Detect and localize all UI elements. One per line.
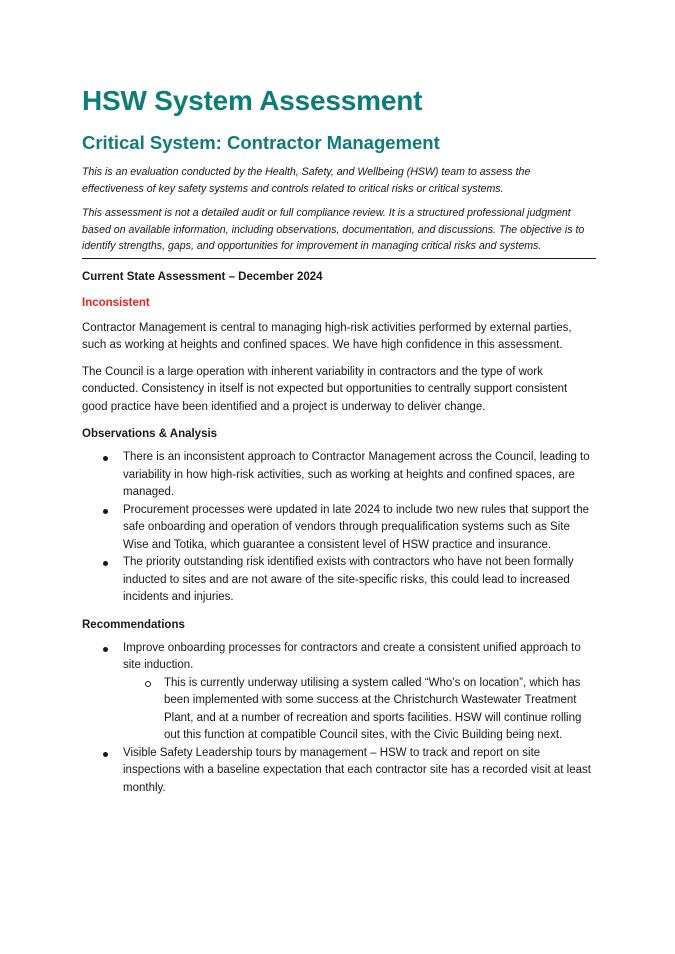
page-title: HSW System Assessment [82, 85, 423, 116]
section-divider [82, 258, 596, 259]
list-item [82, 745, 594, 798]
bullet-icon [103, 509, 108, 514]
sub-list-item-text: This is currently underway utilising a system called “Who’s on location”, which has been implemented with some success at the Christchurch Wastewater Treatment Plant, and at a number of recreation and sports facilities. HSW will continue rolling out this function at compatible Council sites, with the Civic Building being next. [164, 676, 582, 741]
assessment-heading: Current State Assessment – December 2024 [82, 270, 323, 283]
assessment-paragraph: The Council is a large operation with inherent variability in contractors and the type of work conducted. Consistency in itself is not expected but opportunities to centrally support consistent good practice have been identified and a project is underway to deliver change. [82, 365, 568, 413]
hollow-bullet-icon [145, 681, 151, 687]
page-subtitle: Critical System: Contractor Management [82, 132, 440, 153]
list-item-text: There is an inconsistent approach to Contractor Management across the Council, leading to variability in how high-risk activities, such as working at heights and confined spaces, are managed. [123, 451, 590, 498]
list-item-text: The priority outstanding risk identified exists with contractors who have not been formally inducted to sites and are not aware of the site-specific risks, this could lead to increased incidents and injuries. [123, 556, 574, 603]
list-item-text: Procurement processes were updated in late 2024 to include two new rules that support the safe onboarding and operation of vendors through prequalification systems such as Site Wise and Totika, which guarantee a consistent level of HSW practice and insurance. [123, 503, 590, 551]
list-item-text: Visible Safety Leadership tours by management – HSW to track and report on site inspections with a baseline expectation that each contractor site has a recorded visit at least monthly. [123, 746, 591, 794]
document-page [82, 84, 594, 797]
assessment-paragraph: Contractor Management is central to managing high-risk activities performed by external parties, such as working at heights and confined spaces. We have high confidence in this assessment. [82, 321, 572, 351]
observations-heading: Observations & Analysis [82, 428, 218, 440]
recommendations-heading: Recommendations [82, 618, 185, 631]
sub-list-item [123, 675, 594, 745]
recommendations-list [82, 640, 594, 798]
bullet-icon [103, 561, 108, 566]
list-item [82, 554, 594, 607]
status-label: Inconsistent [82, 296, 150, 309]
intro-paragraph: This is an evaluation conducted by the Health, Safety, and Wellbeing (HSW) team to assess the effectiveness of key safety systems and controls related to critical risks or critical systems. [82, 166, 531, 195]
sub-list [123, 675, 594, 745]
bullet-icon [103, 456, 108, 461]
list-item-text: Improve onboarding processes for contractors and create a consistent unified approach to site induction. [123, 641, 581, 671]
bullet-icon [103, 752, 108, 757]
list-item [82, 640, 594, 745]
list-item [82, 502, 594, 555]
intro-paragraph: This assessment is not a detailed audit or full compliance review. It is a structured professional judgment based on available information, including observations, documentation, and discussions. The objective is to identify strengths, gaps, and opportunities for improvement in managing critical risks and systems. [82, 207, 585, 252]
list-item [82, 449, 594, 502]
bullet-icon [103, 647, 108, 652]
observations-list [82, 449, 594, 607]
